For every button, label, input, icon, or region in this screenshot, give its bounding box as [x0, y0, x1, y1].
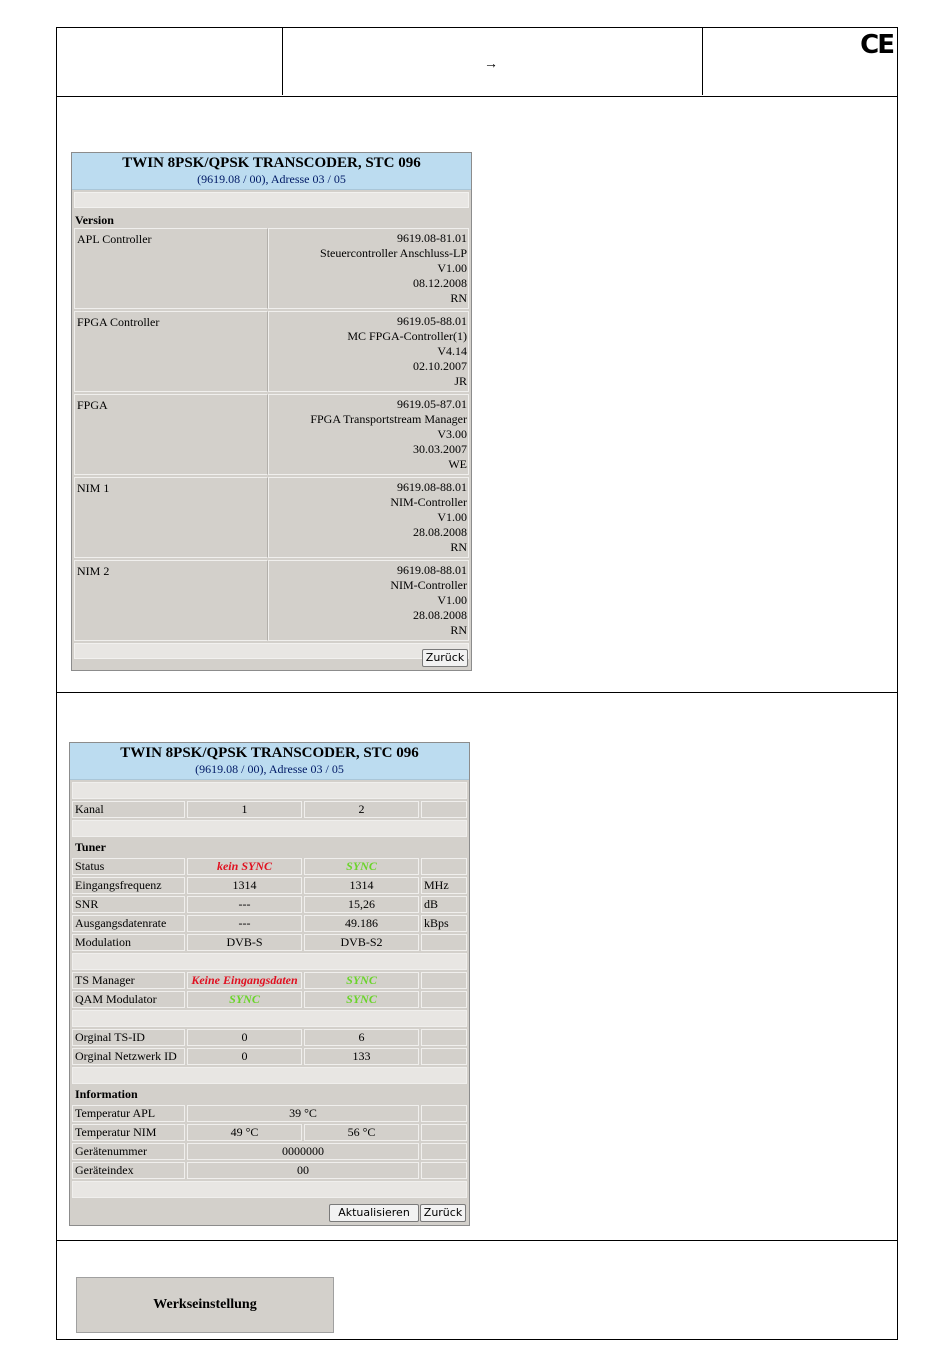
button-bar — [70, 1201, 469, 1225]
table-cell-c1: 1314 — [187, 877, 302, 894]
spacer — [72, 782, 467, 799]
version-row-details — [268, 228, 469, 309]
unit-cell — [421, 934, 467, 951]
panel-subtitle: (9619.08 / 00), Adresse 03 / 05 — [195, 762, 344, 776]
version-detail-line: 30.03.2007 — [413, 442, 467, 456]
header-cell-right — [703, 28, 899, 95]
arrow-icon: → — [484, 57, 498, 72]
table-row — [72, 1143, 467, 1160]
panel-title-text: TWIN 8PSK/QPSK TRANSCODER, STC 096 — [122, 155, 421, 171]
geraetenummer-label: Gerätenummer — [72, 1143, 185, 1160]
version-row-label: NIM 1 — [74, 477, 268, 558]
version-detail-line: V4.14 — [437, 344, 467, 358]
section-heading-information: Information — [75, 1087, 138, 1101]
version-detail-line: JR — [454, 374, 467, 388]
version-detail-line: MC FPGA-Controller(1) — [347, 329, 467, 343]
unit-cell — [421, 972, 467, 989]
table-cell-label: TS Manager — [72, 972, 185, 989]
version-row-label: NIM 2 — [74, 560, 268, 641]
version-row — [74, 560, 469, 641]
table-cell-c2: 1314 — [304, 877, 419, 894]
table-cell-c1: DVB-S — [187, 934, 302, 951]
version-detail-line: V1.00 — [437, 593, 467, 607]
version-detail-line: NIM-Controller — [390, 495, 467, 509]
table-row — [72, 1124, 467, 1141]
table-cell-label: SNR — [72, 896, 185, 913]
table-cell-c1: SYNC — [187, 991, 302, 1008]
spacer — [72, 1010, 467, 1027]
version-row-details — [268, 394, 469, 475]
ce-mark-icon: CE — [860, 30, 893, 60]
version-row — [74, 311, 469, 392]
back-button[interactable]: Zurück — [420, 1204, 466, 1222]
panel-title — [72, 153, 471, 190]
version-detail-line: FPGA Transportstream Manager — [310, 412, 467, 426]
spacer — [72, 953, 467, 970]
version-detail-line: V1.00 — [437, 261, 467, 275]
version-detail-line: 9619.08-81.01 — [397, 231, 467, 245]
version-row — [74, 228, 469, 309]
version-detail-line: 28.08.2008 — [413, 608, 467, 622]
table-row — [72, 972, 467, 989]
table-cell-c1: 0 — [187, 1048, 302, 1065]
spacer — [72, 1181, 467, 1198]
table-cell-label: Orginal TS-ID — [72, 1029, 185, 1046]
unit-cell — [421, 1143, 467, 1160]
unit-cell — [421, 1105, 467, 1122]
unit-cell — [421, 991, 467, 1008]
version-row — [74, 394, 469, 475]
table-cell-label: Orginal Netzwerk ID — [72, 1048, 185, 1065]
table-cell-c1: --- — [187, 896, 302, 913]
table-cell-c2: 133 — [304, 1048, 419, 1065]
unit-cell: dB — [421, 896, 467, 913]
factory-settings-button[interactable]: Werkseinstellung — [76, 1277, 334, 1333]
table-cell-label: Ausgangsdatenrate — [72, 915, 185, 932]
version-detail-line: 9619.05-88.01 — [397, 314, 467, 328]
unit-cell — [421, 1162, 467, 1179]
kanal-2: 2 — [304, 801, 419, 818]
geraetenummer-value: 0000000 — [187, 1143, 419, 1160]
section-heading-version: Version — [75, 213, 114, 227]
kanal-row — [72, 801, 467, 818]
section-divider-1 — [57, 692, 897, 693]
unit-cell — [421, 801, 467, 818]
table-cell-c2: SYNC — [304, 972, 419, 989]
panel-title — [70, 743, 469, 780]
table-cell-c1: --- — [187, 915, 302, 932]
temp-apl-label: Temperatur APL — [72, 1105, 185, 1122]
version-detail-line: 28.08.2008 — [413, 525, 467, 539]
section-divider-2 — [57, 1240, 897, 1241]
button-bar — [72, 646, 471, 670]
unit-cell — [421, 1029, 467, 1046]
section-heading-tuner: Tuner — [75, 840, 106, 854]
table-cell-c2: DVB-S2 — [304, 934, 419, 951]
table-row — [72, 934, 467, 951]
header-row — [57, 28, 897, 97]
back-button[interactable]: Zurück — [422, 649, 468, 667]
unit-cell — [421, 1124, 467, 1141]
version-detail-line: V1.00 — [437, 510, 467, 524]
header-cell-left — [57, 28, 283, 95]
version-detail-line: 9619.05-87.01 — [397, 397, 467, 411]
table-row — [72, 991, 467, 1008]
table-cell-c1: kein SYNC — [187, 858, 302, 875]
version-row — [74, 477, 469, 558]
geraeteindex-label: Geräteindex — [72, 1162, 185, 1179]
table-row — [72, 896, 467, 913]
version-detail-line: Steuercontroller Anschluss-LP — [320, 246, 467, 260]
temp-nim-1: 49 °C — [187, 1124, 302, 1141]
temp-nim-2: 56 °C — [304, 1124, 419, 1141]
version-detail-line: NIM-Controller — [390, 578, 467, 592]
version-detail-line: WE — [448, 457, 467, 471]
panel-subtitle: (9619.08 / 00), Adresse 03 / 05 — [197, 172, 346, 186]
table-row — [72, 1048, 467, 1065]
version-detail-line: 9619.08-88.01 — [397, 480, 467, 494]
table-cell-c2: 6 — [304, 1029, 419, 1046]
kanal-1: 1 — [187, 801, 302, 818]
version-detail-line: V3.00 — [437, 427, 467, 441]
unit-cell — [421, 858, 467, 875]
version-detail-line: 08.12.2008 — [413, 276, 467, 290]
table-cell-label: Eingangsfrequenz — [72, 877, 185, 894]
spacer — [74, 192, 469, 208]
version-row-label: FPGA Controller — [74, 311, 268, 392]
table-cell-c2: 49.186 — [304, 915, 419, 932]
temp-apl-value: 39 °C — [187, 1105, 419, 1122]
status-table — [70, 780, 469, 1200]
version-row-label: APL Controller — [74, 228, 268, 309]
status-panel — [69, 742, 470, 1226]
table-cell-c1: 0 — [187, 1029, 302, 1046]
table-cell-c2: SYNC — [304, 858, 419, 875]
table-cell-c1: Keine Eingangsdaten — [187, 972, 302, 989]
table-cell-label: Status — [72, 858, 185, 875]
refresh-button[interactable]: Aktualisieren — [329, 1204, 419, 1222]
table-row — [72, 1105, 467, 1122]
geraeteindex-value: 00 — [187, 1162, 419, 1179]
version-panel — [71, 152, 472, 671]
table-cell-label: QAM Modulator — [72, 991, 185, 1008]
header-cell-center — [283, 28, 703, 95]
table-row — [72, 858, 467, 875]
table-cell-c2: 15,26 — [304, 896, 419, 913]
table-row — [72, 877, 467, 894]
version-detail-line: RN — [450, 291, 467, 305]
version-detail-line: RN — [450, 540, 467, 554]
unit-cell: MHz — [421, 877, 467, 894]
temp-nim-label: Temperatur NIM — [72, 1124, 185, 1141]
version-detail-line: RN — [450, 623, 467, 637]
version-row-details — [268, 311, 469, 392]
table-row — [72, 915, 467, 932]
table-row — [72, 1029, 467, 1046]
version-row-details — [268, 477, 469, 558]
version-row-details — [268, 560, 469, 641]
version-detail-line: 02.10.2007 — [413, 359, 467, 373]
spacer — [72, 1067, 467, 1084]
table-row — [72, 1162, 467, 1179]
spacer — [72, 820, 467, 837]
unit-cell — [421, 1048, 467, 1065]
table-cell-c2: SYNC — [304, 991, 419, 1008]
kanal-label: Kanal — [72, 801, 185, 818]
table-cell-label: Modulation — [72, 934, 185, 951]
unit-cell: kBps — [421, 915, 467, 932]
panel-title-text: TWIN 8PSK/QPSK TRANSCODER, STC 096 — [120, 745, 419, 761]
version-detail-line: 9619.08-88.01 — [397, 563, 467, 577]
version-row-label: FPGA — [74, 394, 268, 475]
